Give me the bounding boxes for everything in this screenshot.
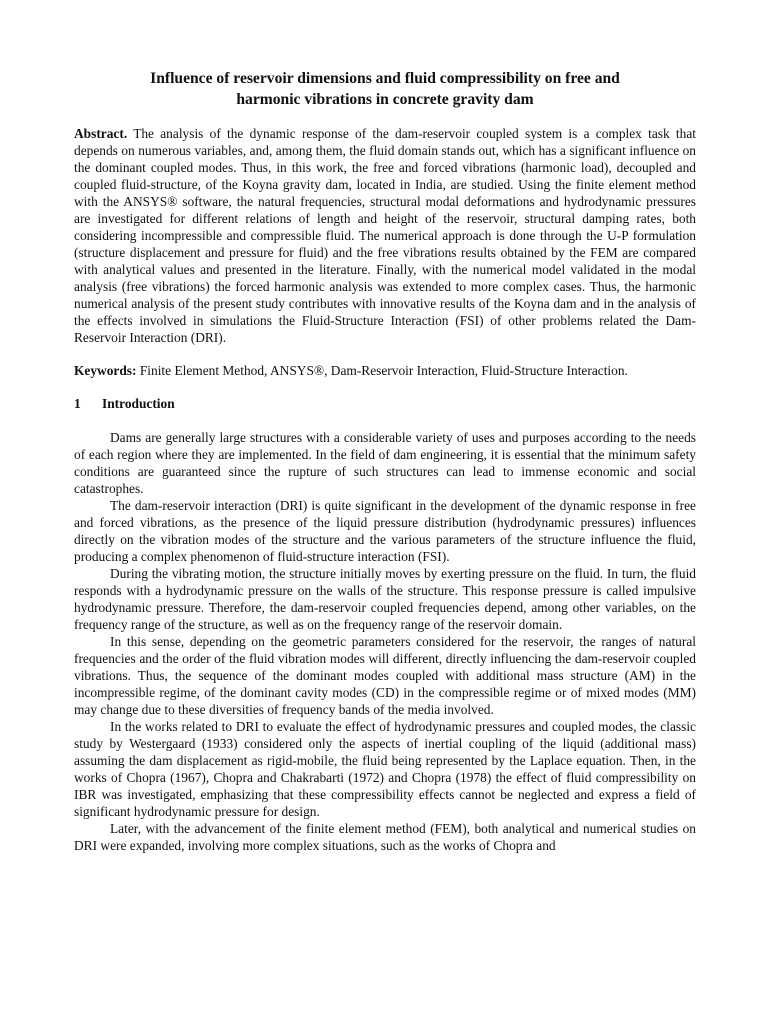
intro-paragraph: Later, with the advancement of the finite element method (FEM), both analytical and numerical studies on DRI were expanded, involving more complex situations, such as the works of Chopra and: [74, 821, 696, 853]
abstract-label: Abstract.: [74, 126, 128, 141]
abstract-text: The analysis of the dynamic response of the dam-reservoir coupled system is a complex task that depends on numerous variables, and, among them, the fluid domain stands out, which has a significant influence on the dominant coupled modes. Thus, in this work, the free and forced vibrations (harmonic load), decoupled and coupled fluid-structure, of the Koyna gravity dam, located in India, are studied. Using the finite element method with the ANSYS® software, the natural frequencies, structural modal deformations and hydrodynamic pressures are investigated for different relations of length and height of the reservoir, structural damping rates, both considering incompressible and compressible fluid. The numerical approach is done through the U-P formulation (structure displacement and pressure for fluid) and the free vibrations results obtained by the FEM are compared with analytical values and presented in the literature. Finally, with the numerical model validated in the modal analysis (free vibrations) the forced harmonic analysis was extended to more complex cases. Thus, the harmonic numerical analysis of the present study contributes with innovative results of the Koyna dam and in the analysis of the effects involved in simulations the Fluid-Structure Interaction (FSI) of other problems related the Dam-Reservoir Interaction (DRI).: [74, 126, 696, 345]
intro-paragraph: Dams are generally large structures with a considerable variety of uses and purposes according to the needs of each region where they are implemented. In the field of dam engineering, it is essential that the minimum safety conditions are guaranteed since the rupture of such structures can lead to immense economic and social catastrophes.: [74, 430, 696, 496]
intro-paragraph: The dam-reservoir interaction (DRI) is quite significant in the development of the dynamic response in free and forced vibrations, as the presence of the liquid pressure distribution (hydrodynamic pressures) influences directly on the vibration modes of the structure and the various parameters of the structure influence the fluid, producing a complex phenomenon of fluid-structure interaction (FSI).: [74, 498, 696, 564]
section-title: Introduction: [102, 396, 175, 411]
keywords-text: Finite Element Method, ANSYS®, Dam-Reservoir Interaction, Fluid-Structure Interaction.: [139, 363, 628, 378]
title-line-1: Influence of reservoir dimensions and fluid compressibility on free and: [150, 70, 620, 87]
section-heading-introduction: [74, 395, 696, 412]
keywords-label: Keywords:: [74, 363, 137, 378]
title-line-2: harmonic vibrations in concrete gravity dam: [236, 91, 534, 108]
intro-paragraph: In the works related to DRI to evaluate the effect of hydrodynamic pressures and coupled modes, the classic study by Westergaard (1933) considered only the aspects of inertial coupling of the liquid (additional mass) assuming the dam displacement as rigid-mobile, the fluid being represented by the Laplace equation. Then, in the works of Chopra (1967), Chopra and Chakrabarti (1972) and Chopra (1978) the effect of fluid compressibility on IBR was investigated, emphasizing that these compressibility effects cannot be neglected and express a field of significant hydrodynamic pressure for design.: [74, 719, 696, 819]
paper-page: [74, 68, 696, 854]
section-number: 1: [74, 396, 81, 411]
abstract: [74, 125, 696, 346]
paper-title: [74, 68, 696, 110]
keywords: [74, 362, 696, 379]
intro-paragraph: In this sense, depending on the geometric parameters considered for the reservoir, the ranges of natural frequencies and the order of the fluid vibration modes will different, directly influencing the dam-reservoir coupled vibrations. Thus, the sequence of the dominant modes coupled with additional mass structure (AM) in the incompressible regime, of the dominant cavity modes (CD) in the compressible regime or of mixed modes (MM) may change due to these diversities of frequency bands of the media involved.: [74, 634, 696, 717]
intro-paragraph: During the vibrating motion, the structure initially moves by exerting pressure on the fluid. In turn, the fluid responds with a hydrodynamic pressure on the walls of the structure. This response pressure is called impulsive hydrodynamic pressure. Therefore, the dam-reservoir coupled frequencies depend, among other variables, on the frequency range of the structure, as well as on the frequency range of the reservoir domain.: [74, 566, 696, 632]
